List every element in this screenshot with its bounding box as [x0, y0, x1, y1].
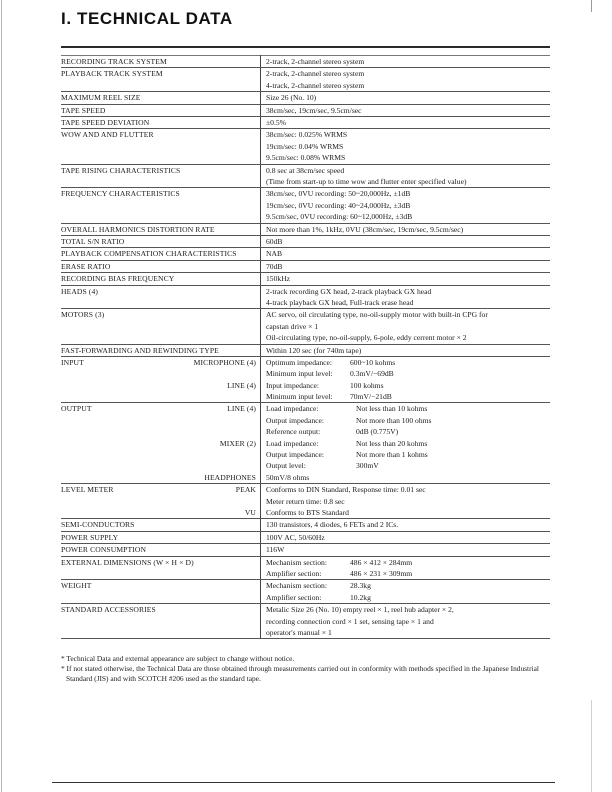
- spec-value: [261, 188, 551, 223]
- spec-label-text: FREQUENCY CHARACTERISTICS: [61, 189, 180, 199]
- spec-value-line: Size 26 (No. 10): [266, 93, 317, 103]
- dimensions-value-line: [266, 568, 550, 579]
- spec-value: [261, 117, 551, 129]
- footnote: * If not stated otherwise, the Technical Data are those obtained through measurements carried out in conformity with methods specified in the Japanese Industrial Standard (JIS) and with SCOTCH #206 used as the standard tape.: [61, 664, 539, 683]
- spec-label: [61, 344, 261, 356]
- spec-label: [61, 164, 261, 188]
- spec-label-text: FAST-FORWARDING AND REWINDING TYPE: [61, 345, 219, 355]
- input-value-val: 600~10 kohms: [350, 357, 396, 367]
- output-value-val: Not less than 10 kohms: [356, 404, 428, 414]
- spec-row: [61, 235, 550, 247]
- spec-value: [261, 235, 551, 247]
- weight-value-line: [266, 592, 550, 603]
- accessories-value-line: recording connection cord × 1 set, sensing tape × 1 and: [266, 616, 434, 626]
- spec-label-text: OVERALL HARMONICS DISTORTION RATE: [61, 224, 215, 234]
- input-sub-label: [61, 368, 260, 379]
- spec-value-line: 70dB: [266, 261, 283, 271]
- spec-label-text: RECORDING TRACK SYSTEM: [61, 57, 167, 66]
- input-label: [61, 356, 261, 403]
- bottom-rule: [52, 782, 555, 783]
- weight-row: [61, 580, 550, 604]
- spec-value-line: 60dB: [266, 236, 283, 246]
- level_meter-sub-label: [61, 496, 260, 507]
- spec-label: [61, 117, 261, 129]
- spec-value-line: 4-track playback GX head, Full-track erase head: [266, 297, 414, 307]
- spec-label: [61, 223, 261, 235]
- spec-row: [61, 117, 550, 129]
- accessories-value-line: operator's manual × 1: [266, 627, 332, 637]
- output-value-val: Not less than 20 kohms: [356, 438, 428, 448]
- output-value-val: Not more than 100 ohms: [356, 415, 432, 425]
- input-value-key: Optimum impedance:: [266, 357, 333, 367]
- spec-label-text: TAPE SPEED: [61, 105, 106, 115]
- output-sub-label: [61, 460, 260, 471]
- spec-row: [61, 273, 550, 285]
- spec-value-line: capstan drive × 1: [266, 321, 319, 331]
- dimensions-label-text: EXTERNAL DIMENSIONS (W × H × D): [61, 557, 194, 567]
- spec-label-text: TAPE SPEED DEVIATION: [61, 118, 150, 127]
- spec-label: [61, 92, 261, 104]
- output-value-key: 50mV/8 ohms: [266, 472, 310, 482]
- output-value-val: Not more than 1 kohms: [356, 450, 428, 460]
- accessories-label: [61, 604, 261, 639]
- spec-value-line: Within 120 sec (for 740m tape): [266, 345, 362, 355]
- output-value-line: [266, 472, 550, 483]
- level_meter-value-line: Conforms to BTS Standard: [266, 508, 349, 517]
- spec-value: [261, 309, 551, 344]
- spec-row: [61, 56, 550, 68]
- output-value-key: Output level:: [266, 461, 306, 471]
- spec-value-line: 2-track, 2-channel stereo system: [266, 69, 365, 79]
- input-label-wrap: [61, 357, 260, 403]
- input-value: [261, 356, 551, 403]
- spec-row: [61, 92, 550, 104]
- spec-value: [261, 68, 551, 92]
- spec-row: [61, 260, 550, 272]
- weight-label-text: WEIGHT: [61, 581, 92, 591]
- spec-row: [61, 519, 550, 531]
- spec-label-text: RECORDING BIAS FREQUENCY: [61, 274, 175, 284]
- output-value-key: Reference output:: [266, 427, 321, 437]
- spec-label-text: TOTAL S/N RATIO: [61, 236, 125, 246]
- spec-label: [61, 544, 261, 556]
- spec-row: [61, 68, 550, 92]
- weight-value-key: Mechanism section:: [266, 581, 327, 591]
- input-value-val: 0.3mV/−69dB: [350, 369, 394, 379]
- spec-value-line: 150kHz: [266, 274, 291, 284]
- input-value-val: 70mV/−21dB: [350, 392, 392, 402]
- weight-value-val: 10.2kg: [350, 592, 371, 602]
- output-value-val: 0dB (0.775V): [356, 427, 399, 437]
- output-sub-label: MIXER (2): [219, 438, 256, 448]
- level_meter-sub-label: VU: [244, 508, 256, 517]
- output-row: [61, 403, 550, 484]
- spec-value-line: 19cm/sec, 0VU recording: 40~24,000Hz, ±3dB: [266, 200, 411, 210]
- input-sub-label: [61, 391, 260, 402]
- spec-label: [61, 285, 261, 309]
- page-title: I. TECHNICAL DATA: [61, 9, 233, 28]
- spec-value-line: NAB: [266, 249, 283, 259]
- spec-value-line: 9.5cm/sec, 0VU recording: 60~12,000Hz, ±3dB: [266, 212, 413, 222]
- level_meter-row: [61, 484, 550, 519]
- input-value-line: [266, 357, 550, 368]
- spec-value: [261, 260, 551, 272]
- accessories-row: [61, 604, 550, 639]
- spec-value-line: (Time from start-up to time wow and flutter enter specified value): [266, 176, 467, 186]
- level_meter-value: [261, 484, 551, 519]
- output-sub-label: [61, 415, 260, 426]
- dimensions-value-val: 486 × 412 × 284mm: [350, 557, 413, 567]
- spec-row: [61, 309, 550, 344]
- spec-label: [61, 260, 261, 272]
- spec-row: [61, 285, 550, 309]
- spec-label: [61, 68, 261, 92]
- footnotes: [61, 654, 561, 684]
- accessories-value-line: Metalic Size 26 (No. 10) empty reel × 1, reel hub adapter × 2,: [266, 605, 454, 615]
- weight-value-key: Amplifier section:: [266, 592, 322, 602]
- spec-label: [61, 104, 261, 116]
- spec-label: [61, 248, 261, 260]
- spec-value-line: 2-track recording GX head, 2-track playback GX head: [266, 286, 432, 296]
- spec-value-line: 38cm/sec, 0VU recording: 50~20,000Hz, ±1dB: [266, 189, 411, 199]
- output-label: [61, 403, 261, 484]
- spec-value-line: 100V AC, 50/60Hz: [266, 532, 325, 542]
- spec-label: [61, 56, 261, 68]
- level_meter-label-text: LEVEL METER: [61, 485, 114, 495]
- spec-row: [61, 544, 550, 556]
- spec-value: [261, 273, 551, 285]
- dimensions-value-key: Mechanism section:: [266, 557, 327, 567]
- spec-value-line: 19cm/sec: 0.04% WRMS: [266, 141, 344, 151]
- spec-label-text: WOW AND AND FLUTTER: [61, 130, 154, 140]
- spec-value: [261, 129, 551, 164]
- output-label-text: OUTPUT: [61, 404, 92, 414]
- spec-row: [61, 248, 550, 260]
- output-value-line: [266, 403, 550, 414]
- output-sub-label: [61, 426, 260, 437]
- output-value-line: [266, 460, 550, 471]
- spec-label: [61, 129, 261, 164]
- input-row: [61, 356, 550, 403]
- spec-value-line: Not more than 1%, 1kHz, 0VU (38cm/sec, 19cm/sec, 9.5cm/sec): [266, 224, 464, 234]
- output-sub-label: LINE (4): [227, 404, 256, 414]
- spec-label-text: ERASE RATIO: [61, 261, 111, 271]
- spec-label: [61, 235, 261, 247]
- dimensions-row: [61, 556, 550, 580]
- spec-value: [261, 344, 551, 356]
- weight-value: [261, 580, 551, 604]
- output-value: [261, 403, 551, 484]
- output-value-line: [266, 415, 550, 426]
- dimensions-value-key: Amplifier section:: [266, 569, 322, 578]
- input-value-key: Minimum input level:: [266, 392, 333, 402]
- dimensions-value: [261, 556, 551, 580]
- output-value-key: Output impedance:: [266, 450, 324, 460]
- spec-label-text: MAXIMUM REEL SIZE: [61, 93, 141, 103]
- input-value-line: [266, 391, 550, 402]
- output-value-line: [266, 449, 550, 460]
- weight-value-val: 28.3kg: [350, 581, 371, 591]
- spec-value: [261, 544, 551, 556]
- input-value-val: 100 kohms: [350, 380, 384, 390]
- page-edge: [591, 0, 592, 12]
- spec-value-line: 9.5cm/sec: 0.08% WRMS: [266, 153, 346, 163]
- spec-label-text: MOTORS (3): [61, 310, 105, 320]
- level_meter-value-line: Meter return time: 0.8 sec: [266, 496, 345, 506]
- spec-value-line: 38cm/sec: 0.025% WRMS: [266, 130, 348, 140]
- input-sub-label: LINE (4): [227, 380, 256, 390]
- spec-label: [61, 531, 261, 543]
- spec-label: [61, 188, 261, 223]
- level_meter-value-line: Conforms to DIN Standard, Response time: 0.01 sec: [266, 485, 426, 495]
- spec-value: [261, 223, 551, 235]
- technical-data-table: [61, 55, 550, 639]
- spec-label-text: PLAYBACK COMPENSATION CHARACTERISTICS: [61, 249, 237, 259]
- spec-value: [261, 248, 551, 260]
- page-edge: [591, 700, 592, 792]
- dimensions-value-line: [266, 557, 550, 568]
- page-edge: [1, 0, 2, 792]
- spec-row: [61, 344, 550, 356]
- spec-label: [61, 273, 261, 285]
- input-value-key: Input impedance:: [266, 380, 319, 390]
- spec-value-line: 116W: [266, 545, 285, 555]
- title-rule: [61, 46, 550, 48]
- spec-label: [61, 309, 261, 344]
- level_meter-label: [61, 484, 261, 519]
- footnote: * Technical Data and external appearance are subject to change without notice.: [61, 654, 295, 663]
- spec-value-line: 2-track, 2-channel stereo system: [266, 57, 365, 66]
- spec-row: [61, 188, 550, 223]
- spec-value-line: 0.8 sec at 38cm/sec speed: [266, 165, 345, 175]
- accessories-value: [261, 604, 551, 639]
- output-value-key: Load impedance:: [266, 438, 319, 448]
- spec-value: [261, 56, 551, 68]
- output-sub-label: [61, 449, 260, 460]
- spec-label-text: TAPE RISING CHARACTERISTICS: [61, 165, 181, 175]
- spec-value: [261, 92, 551, 104]
- spec-label-text: PLAYBACK TRACK SYSTEM: [61, 69, 163, 79]
- output-value-key: Output impedance:: [266, 415, 324, 425]
- spec-value: [261, 285, 551, 309]
- spec-value: [261, 531, 551, 543]
- output-label-wrap: [61, 403, 260, 483]
- spec-label-text: SEMI-CONDUCTORS: [61, 520, 135, 530]
- weight-label: [61, 580, 261, 604]
- spec-label-text: POWER SUPPLY: [61, 532, 119, 542]
- spec-value-line: Oil-circulating type, no-oil-supply, 6-pole, eddy cerrent motor × 2: [266, 333, 467, 343]
- spec-row: [61, 129, 550, 164]
- spec-row: [61, 223, 550, 235]
- output-value-key: Load impedance:: [266, 404, 319, 414]
- spec-label: [61, 519, 261, 531]
- spec-value: [261, 104, 551, 116]
- input-label-text: INPUT: [61, 357, 84, 367]
- spec-value: [261, 164, 551, 188]
- input-sub-label: MICROPHONE (4): [193, 357, 256, 367]
- dimensions-value-val: 486 × 231 × 309mm: [350, 569, 413, 578]
- output-sub-label: HEADPHONES: [204, 472, 256, 482]
- input-value-line: [266, 380, 550, 391]
- accessories-label-text: STANDARD ACCESSORIES: [61, 605, 156, 615]
- spec-value-line: AC servo, oil circulating type, no-oil-supply motor with built-in CPG for: [266, 310, 488, 320]
- level_meter-label-wrap: [61, 484, 260, 518]
- dimensions-label: [61, 556, 261, 580]
- spec-label-text: POWER CONSUMPTION: [61, 545, 147, 555]
- spec-row: [61, 531, 550, 543]
- spec-label-text: HEADS (4): [61, 286, 98, 296]
- spec-value-line: 38cm/sec, 19cm/sec, 9.5cm/sec: [266, 105, 362, 115]
- spec-value: [261, 519, 551, 531]
- spec-row: [61, 104, 550, 116]
- level_meter-sub-label: PEAK: [235, 485, 256, 495]
- output-value-line: [266, 426, 550, 437]
- spec-value-line: 130 transistors, 4 diodes, 6 FETs and 2 ICs.: [266, 520, 399, 530]
- spec-row: [61, 164, 550, 188]
- output-value-line: [266, 438, 550, 449]
- spec-value-line: 4-track, 2-channel stereo system: [266, 80, 365, 90]
- input-value-line: [266, 368, 550, 379]
- weight-value-line: [266, 580, 550, 591]
- spec-value-line: ±0.5%: [266, 118, 286, 127]
- input-value-key: Minimum input level:: [266, 369, 333, 379]
- output-value-val: 300mV: [356, 461, 379, 471]
